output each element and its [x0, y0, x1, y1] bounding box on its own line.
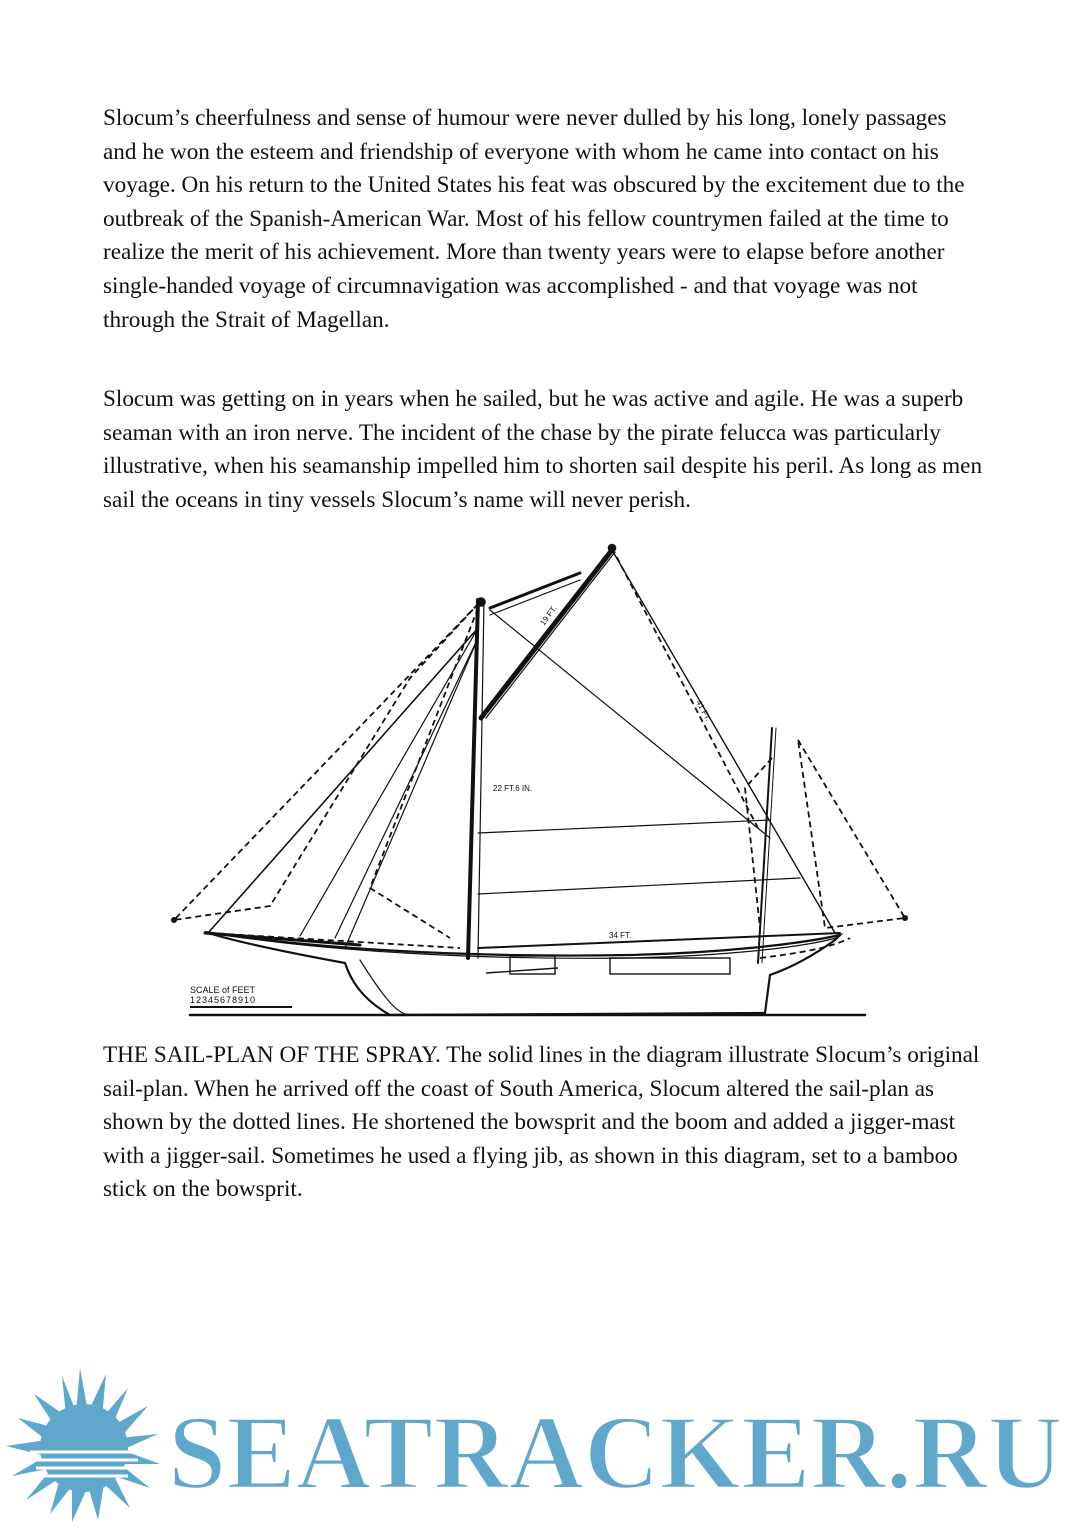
sail-plan-figure [160, 528, 920, 1033]
flying-jib-dotted [174, 604, 478, 920]
body-paragraph-1: Slocum’s cheerfulness and sense of humour were never dulled by his long, lonely passages and he won the esteem and friendship of everyone with whom he came into contact on his voyage. On his return to the United States his feat was obscured by the excitement due to the outbreak of the Spanish-American War. Most of his fellow countrymen failed at the time to realize the merit of his achievement. More than twenty years were to elapse before another single-handed voyage of circumnavigation was accomplished - and that voyage was not through the Strait of Magellan. [103, 105, 965, 333]
jib-stay-dotted [612, 548, 758, 828]
body-paragraph-2: Slocum was getting on in years when he sailed, but he was active and agile. He was a superb seaman with an iron nerve. The incident of the chase by the pirate felucca was particularly illustrative, when his seamanship impelled him to shorten sail despite his peril. As long as men sail the oceans in tiny vessels Slocum’s name will never perish. [103, 386, 983, 513]
scale-ticks: 12345678910 [190, 995, 257, 1005]
label-boom-length: 34 FT. [609, 931, 632, 940]
forestay [208, 628, 478, 933]
deckhouse-aft [610, 958, 730, 974]
jigger-sail-dotted [798, 740, 905, 928]
reef-line-1 [478, 820, 770, 833]
figure-caption: THE SAIL-PLAN OF THE SPRAY. The solid lines in the diagram illustrate Slocum’s original sail-plan. When he arrived off the coast of South America, Slocum altered the sail-plan as shown by the dotted lines. He shortened the bowsprit and the boom and added a jigger-mast with a jigger-sail. Sometimes he used a flying jib, as shown in this diagram, set to a bamboo stick on the bowsprit. [103, 1042, 980, 1203]
boom [478, 933, 840, 948]
scale-title: SCALE of FEET [190, 985, 256, 995]
keel-line [360, 960, 410, 1015]
sun-icon [6, 1368, 160, 1522]
shortened-jib-dotted [370, 608, 478, 938]
label-mast-height: 22 FT.6 IN. [493, 784, 533, 793]
watermark-text: SEATRACKER.RU [168, 1394, 1063, 1511]
mast [468, 600, 478, 958]
label-gaff-length: 19 FT. [538, 603, 559, 628]
reef-line-2 [478, 878, 800, 894]
mainsail-leech [612, 550, 835, 933]
watermark-logo [0, 1360, 1080, 1527]
label-stay-length: 41 FT. [694, 698, 713, 723]
